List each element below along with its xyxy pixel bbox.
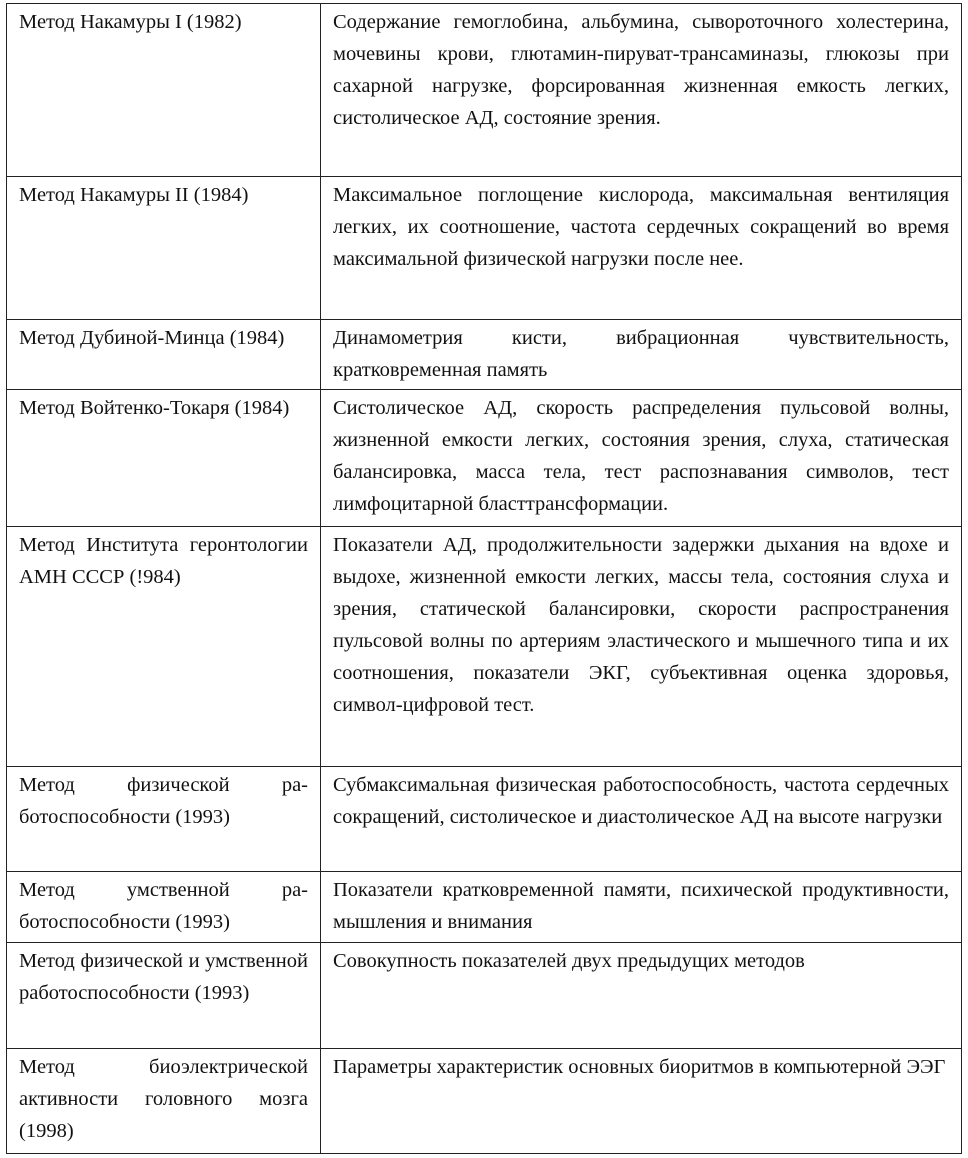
method-name-cell: Метод Накамуры I (1982) [7,4,321,177]
method-description-cell: Параметры характеристик основных биоритмов в компьютерной ЭЭГ [321,1049,962,1154]
table-row [7,872,962,943]
table-row [7,320,962,390]
method-description-cell: Совокупность показателей двух предыдущих методов [321,943,962,1049]
table-row [7,177,962,320]
methods-table [6,3,962,1154]
method-description-cell: Максимальное поглощение кислорода, максимальная вентиляция легких, их соотношение, частота сердечных сокращений во время максимальной физической нагрузки после нее. [321,177,962,320]
method-description-cell: Субмаксимальная физическая работоспособность, частота сердечных сокращений, систолическое и диастолическое АД на высоте нагрузки [321,767,962,872]
table-row [7,4,962,177]
method-name-cell: Метод Института геронтологии АМН СССР (!984) [7,527,321,767]
method-name-cell: Метод биоэлектрической активности головного мозга (1998) [7,1049,321,1154]
method-name-cell: Метод Дубиной-Минца (1984) [7,320,321,390]
method-description-cell: Показатели АД, продолжительности задержки дыхания на вдохе и выдохе, жизненной емкости легких, массы тела, состояния слуха и зрения, статической балансировки, скорости распространения пульсовой волны по артериям эластического и мышечного типа и их соотношения, показатели ЭКГ, субъективная оценка здоровья, символ-цифровой тест. [321,527,962,767]
method-name-cell: Метод умственной работоспособности (1993) [7,872,321,943]
method-name-cell: Метод Войтенко-Токаря (1984) [7,390,321,527]
table-row [7,390,962,527]
method-description-cell: Показатели кратковременной памяти, психической продуктивности, мышления и внимания [321,872,962,943]
table-row [7,943,962,1049]
method-name-cell: Метод физической работоспособности (1993) [7,767,321,872]
method-description-cell: Динамометрия кисти, вибрационная чувствительность, кратковременная память [321,320,962,390]
method-name-cell: Метод физической и умственной работоспособности (1993) [7,943,321,1049]
method-name-cell: Метод Накамуры II (1984) [7,177,321,320]
method-description-cell: Содержание гемоглобина, альбумина, сывороточного холестерина, мочевины крови, глютамин-пируват-трансаминазы, глюкозы при сахарной нагрузке, форсированная жизненная емкость легких, систолическое АД, состояние зрения. [321,4,962,177]
table-row [7,1049,962,1154]
table-row [7,767,962,872]
table-row [7,527,962,767]
method-description-cell: Систолическое АД, скорость распределения пульсовой волны, жизненной емкости легких, состояния зрения, слуха, статическая балансировка, масса тела, тест распознавания символов, тест лимфоцитарной бласттрансформации. [321,390,962,527]
